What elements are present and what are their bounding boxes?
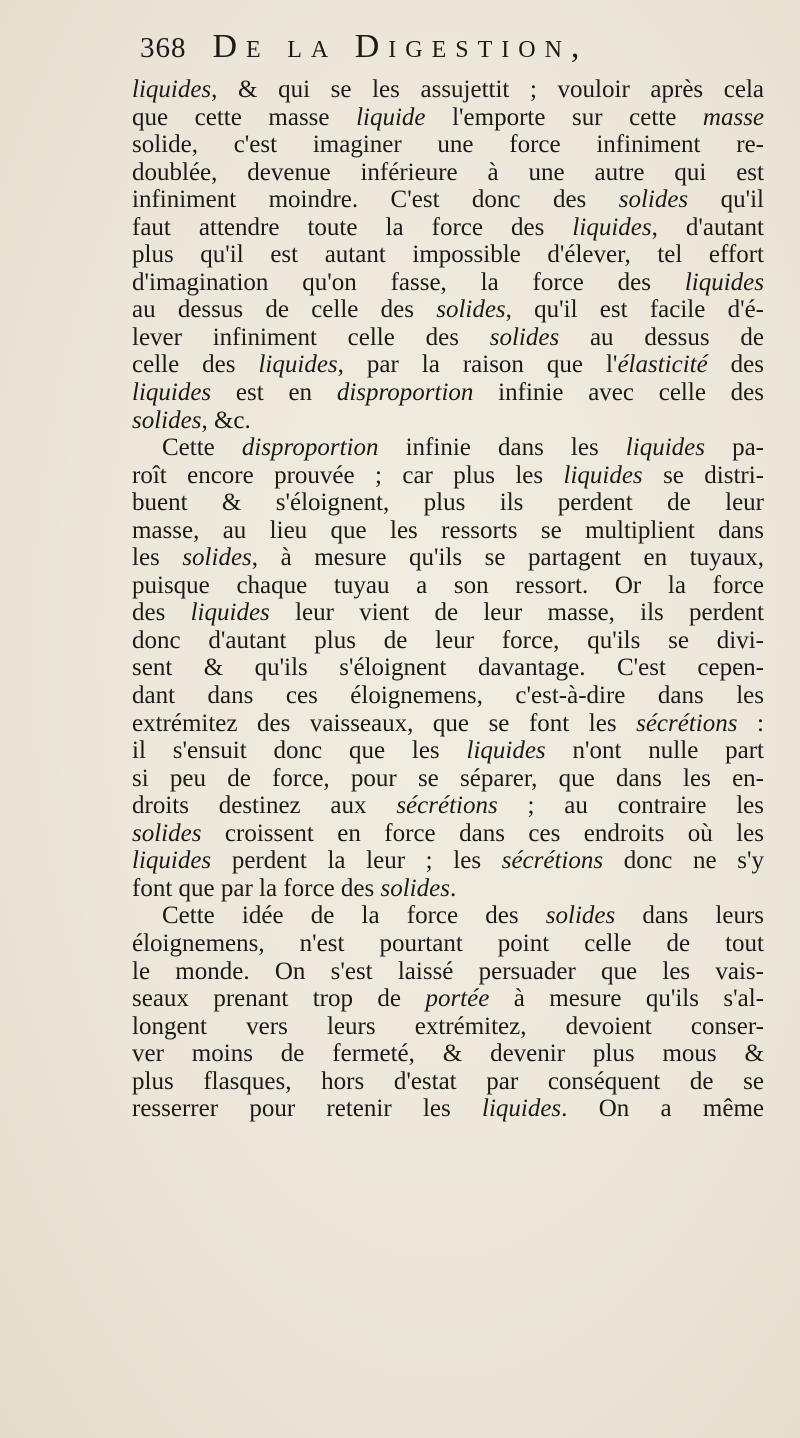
text-line bbox=[132, 186, 764, 214]
italic-text: solides bbox=[545, 902, 616, 930]
text-span: solide, c'est imaginer une force infiniment re- bbox=[132, 131, 764, 159]
text-span: donc d'autant plus de leur force, qu'ils se divi- bbox=[132, 626, 764, 654]
italic-text: solides bbox=[132, 819, 202, 847]
text-span: sent & qu'ils s'éloignent davantage. C'est cepen- bbox=[132, 654, 764, 682]
italic-text: solides bbox=[618, 186, 689, 214]
text-span: ver moins de fermeté, & devenir plus mous & bbox=[132, 1040, 764, 1068]
text-span: . bbox=[449, 874, 457, 902]
text-span: il s'ensuit donc que les bbox=[132, 737, 467, 765]
text-line bbox=[132, 902, 764, 930]
text-span: plus qu'il est autant impossible d'élever, tel effort bbox=[132, 241, 764, 269]
text-span: , à mesure qu'ils se partagent en tuyaux, bbox=[251, 544, 764, 572]
text-span: à mesure qu'ils s'al- bbox=[489, 985, 764, 1013]
text-span: infinie dans les bbox=[378, 434, 626, 462]
text-span: perdent la leur ; les bbox=[211, 847, 502, 875]
text-line bbox=[132, 682, 764, 710]
italic-text: liquides bbox=[572, 213, 652, 241]
text-span: est en bbox=[211, 379, 337, 407]
text-span: celle des bbox=[132, 351, 259, 379]
italic-text: solides bbox=[132, 406, 202, 434]
text-span: roît encore prouvée ; car plus les bbox=[132, 461, 564, 489]
text-span: des bbox=[132, 599, 191, 627]
text-line bbox=[132, 159, 764, 187]
italic-text: liquides bbox=[132, 379, 212, 407]
text-span: se distri- bbox=[642, 461, 764, 489]
running-title: De la Digestion, bbox=[212, 28, 589, 65]
text-line bbox=[132, 104, 764, 132]
text-line bbox=[132, 489, 764, 517]
italic-text: disproportion bbox=[241, 434, 379, 462]
text-span: faut attendre toute la force des bbox=[132, 213, 573, 241]
text-line bbox=[132, 1013, 764, 1041]
text-span: pa- bbox=[704, 434, 765, 462]
text-span: masse, au lieu que les ressorts se multiplient dans bbox=[132, 516, 764, 544]
text-span: extrémitez des vaisseaux, que se font les bbox=[132, 709, 637, 737]
text-span: , par la raison que l' bbox=[337, 351, 618, 379]
italic-text: solides bbox=[436, 296, 506, 324]
text-line bbox=[132, 958, 764, 986]
text-line bbox=[132, 324, 764, 352]
text-span: , &c. bbox=[201, 406, 251, 434]
text-span: resserrer pour retenir les bbox=[132, 1095, 482, 1123]
text-span: dans leurs bbox=[615, 902, 765, 930]
text-span: que cette masse bbox=[132, 103, 357, 131]
text-span: longent vers leurs extrémitez, devoient conser- bbox=[132, 1012, 764, 1040]
text-span: lever infiniment celle des bbox=[132, 323, 490, 351]
italic-text: liquides bbox=[625, 434, 705, 462]
italic-text: liquide bbox=[356, 103, 426, 131]
text-line bbox=[132, 875, 764, 903]
text-span: , d'autant bbox=[651, 213, 764, 241]
text-line bbox=[132, 296, 764, 324]
text-line bbox=[132, 710, 764, 738]
text-line bbox=[132, 434, 764, 462]
text-line bbox=[132, 76, 764, 104]
italic-text: masse bbox=[702, 103, 765, 131]
text-span: , & qui se les assujettit ; vouloir après cela bbox=[211, 76, 764, 103]
italic-text: liquides bbox=[684, 268, 764, 296]
text-span: , qu'il est facile d'é- bbox=[505, 296, 764, 324]
text-span: ; au contraire les bbox=[497, 792, 764, 820]
text-line bbox=[132, 1040, 764, 1068]
page-number: 368 bbox=[140, 32, 187, 64]
italic-text: solides bbox=[182, 544, 252, 572]
text-span: leur vient de leur masse, ils perdent bbox=[269, 599, 764, 627]
text-line bbox=[132, 131, 764, 159]
text-span: des bbox=[707, 351, 764, 379]
text-span: buent & s'éloignent, plus ils perdent de leur bbox=[132, 489, 764, 517]
text-span: au dessus de bbox=[559, 323, 764, 351]
text-line bbox=[132, 269, 764, 297]
italic-text: liquides bbox=[190, 599, 270, 627]
italic-text: solides bbox=[380, 874, 450, 902]
text-line bbox=[132, 599, 764, 627]
text-span: puisque chaque tuyau a son ressort. Or la force bbox=[132, 571, 764, 599]
body-text bbox=[132, 76, 764, 1123]
text-span: le monde. On s'est laissé persuader que les vais- bbox=[132, 957, 764, 985]
text-span: si peu de force, pour se séparer, que dans les en- bbox=[132, 764, 764, 792]
italic-text: liquides bbox=[258, 351, 338, 379]
text-line bbox=[132, 847, 764, 875]
text-span: . On a même bbox=[561, 1095, 764, 1123]
italic-text: portée bbox=[425, 985, 490, 1013]
italic-text: liquides bbox=[482, 1095, 562, 1123]
text-line bbox=[132, 737, 764, 765]
text-line bbox=[132, 1095, 764, 1123]
text-span: d'imagination qu'on fasse, la force des bbox=[132, 268, 685, 296]
text-span: Cette bbox=[162, 434, 242, 462]
text-line bbox=[132, 241, 764, 269]
text-span: donc ne s'y bbox=[603, 847, 764, 875]
text-span: infiniment moindre. C'est donc des bbox=[132, 186, 619, 214]
italic-text: liquides bbox=[132, 847, 212, 875]
text-line bbox=[132, 407, 764, 435]
text-span: font que par la force des bbox=[132, 874, 381, 902]
text-span: dant dans ces éloignemens, c'est-à-dire dans les bbox=[132, 682, 764, 710]
italic-text: sécrétions bbox=[396, 792, 498, 820]
text-span: doublée, devenue inférieure à une autre qui est bbox=[132, 158, 764, 186]
italic-text: sécrétions bbox=[636, 709, 738, 737]
text-line bbox=[132, 820, 764, 848]
running-head bbox=[140, 28, 760, 78]
italic-text: liquides bbox=[132, 76, 212, 103]
text-line bbox=[132, 351, 764, 379]
text-line bbox=[132, 1068, 764, 1096]
italic-text: élasticité bbox=[617, 351, 708, 379]
text-span: seaux prenant trop de bbox=[132, 985, 426, 1013]
text-span: Cette idée de la force des bbox=[162, 902, 546, 930]
italic-text: sécrétions bbox=[501, 847, 604, 875]
text-line bbox=[132, 517, 764, 545]
text-line bbox=[132, 379, 764, 407]
text-line bbox=[132, 654, 764, 682]
text-span: croissent en force dans ces endroits où les bbox=[201, 819, 764, 847]
italic-text: liquides bbox=[563, 461, 643, 489]
text-line bbox=[132, 930, 764, 958]
text-line bbox=[132, 544, 764, 572]
text-span: : bbox=[737, 709, 764, 737]
italic-text: disproportion bbox=[336, 379, 474, 407]
text-span: éloignemens, n'est pourtant point celle de tout bbox=[132, 929, 764, 957]
text-span: les bbox=[132, 544, 183, 572]
italic-text: solides bbox=[489, 323, 560, 351]
text-line bbox=[132, 462, 764, 490]
text-line bbox=[132, 572, 764, 600]
text-line bbox=[132, 214, 764, 242]
text-span: l'emporte sur cette bbox=[425, 103, 703, 131]
text-span: droits destinez aux bbox=[132, 792, 397, 820]
text-span: plus flasques, hors d'estat par conséquent de se bbox=[132, 1067, 764, 1095]
text-line bbox=[132, 792, 764, 820]
text-line bbox=[132, 985, 764, 1013]
text-span: infinie avec celle des bbox=[473, 379, 764, 407]
text-line bbox=[132, 765, 764, 793]
italic-text: liquides bbox=[466, 737, 546, 765]
text-span: qu'il bbox=[688, 186, 764, 214]
text-span: au dessus de celle des bbox=[132, 296, 437, 324]
text-span: n'ont nulle part bbox=[545, 737, 764, 765]
text-line bbox=[132, 627, 764, 655]
